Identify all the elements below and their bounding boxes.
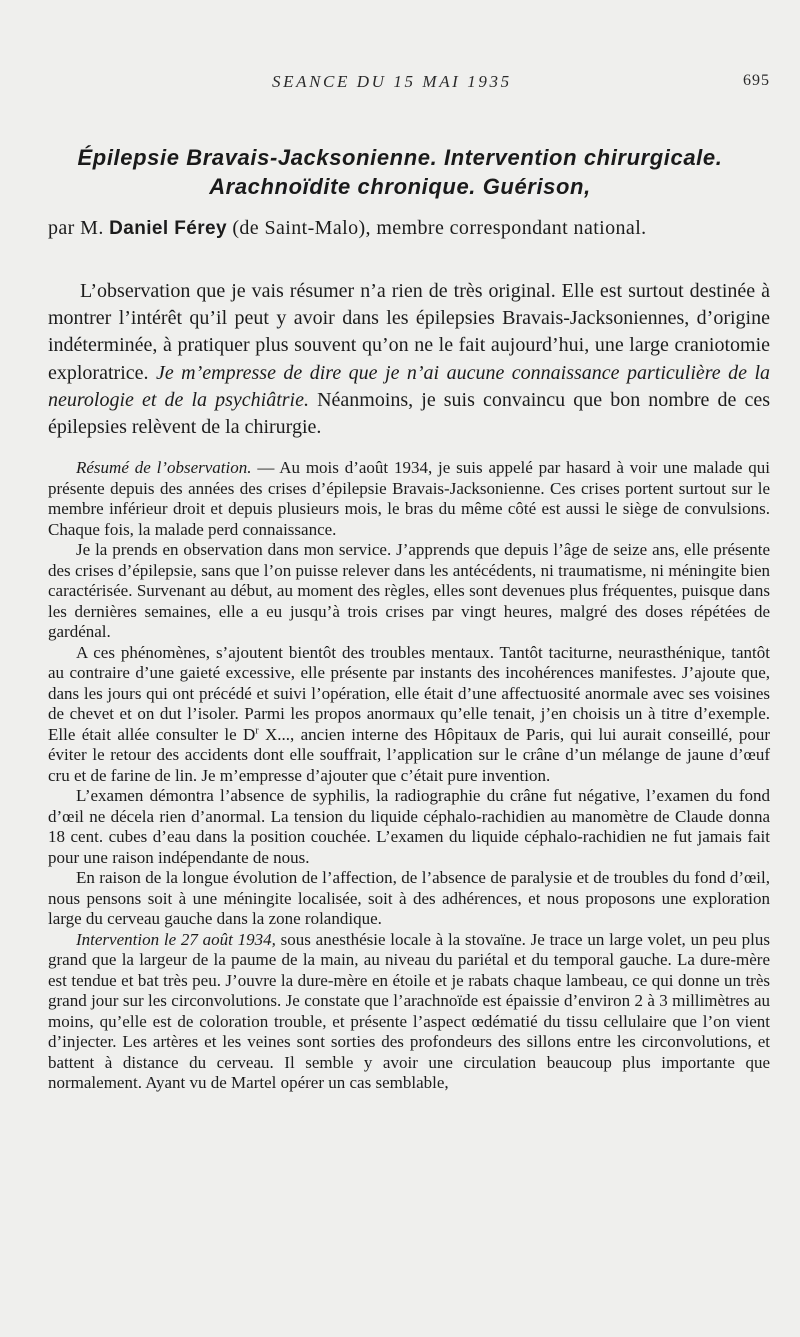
page-number: 695 [743, 72, 770, 89]
intro-italic-disclaimer: Je m’empresse de dire que je n’ai aucune connaissance particulière de la neurologie et de la psychiâtrie. [48, 361, 771, 411]
article-title-line-2: Arachnoïdite chronique. Guérison, [209, 174, 591, 199]
paragraph-resume [48, 458, 770, 540]
paragraph-resume-text: — Au mois d’août 1934, je suis appelé par hasard à voir une malade qui présente depuis des années des crises d’épilepsie Bravais-Jacksonienne. Ces crises portent surtout sur le membre inférieur droit et depuis plusieurs mois, le bras du même côté est aussi le siège de convulsions. Chaque fois, la malade perd connaissance. [48, 458, 770, 539]
article-title-line-1: Épilepsie Bravais-Jacksonienne. Intervention chirurgicale. [77, 145, 723, 170]
article-body [48, 458, 770, 1094]
paragraph-examination: L’examen démontra l’absence de syphilis, la radiographie du crâne fut négative, l’examen du fond d’œil ne décela rien d’anormal. La tension du liquide céphalo-rachidien au manomètre de Claude donna 18 cent. cubes d’eau dans la position couchée. L’examen du liquide céphalo-rachidien ne fut jamais fait pour une raison indépendante de nous. [48, 786, 770, 867]
section-label-intervention: Intervention le 27 août 1934, [76, 929, 276, 949]
running-title: SEANCE DU 15 MAI 1935 [272, 72, 512, 91]
byline-prefix: par M. [48, 217, 110, 239]
intro-paragraph [48, 278, 770, 441]
doctor-abbrev-superscript: r [255, 724, 259, 736]
running-head [0, 72, 800, 96]
byline [48, 217, 778, 240]
section-label-resume: Résumé de l’observation. [76, 458, 252, 477]
paragraph-intervention [48, 930, 770, 1094]
article-title [40, 143, 760, 201]
byline-suffix: (de Saint-Malo), membre correspondant national. [226, 217, 647, 239]
paragraph-intervention-text: sous anesthésie locale à la stovaïne. Je trace un large volet, un peu plus grand que la largeur de la paume de la main, au niveau du pariétal et du temporal gauche. La dure-mère est tendue et bat très peu. J’ouvre la dure-mère en étoile et je rabats chaque lambeau, ce qui donne un très grand jour sur les circonvolutions. Je constate que l’arachnoïde est épaissie d’environ 2 à 3 millimètres au moins, qu’elle est de coloration trouble, et présente l’aspect œdématié du tissu cellulaire que l’on vient d’injecter. Les artères et les veines sont sorties des profondeurs des sillons entre les circonvolutions, et battent à distance du cerveau. Il semble y avoir une circulation beaucoup plus importante que normalement. Ayant vu de Martel opérer un cas semblable, [48, 929, 770, 1092]
paragraph-mental-troubles [48, 643, 770, 787]
paragraph-reasoning: En raison de la longue évolution de l’affection, de l’absence de paralysie et de troubles du fond d’œil, nous pensons soit à une méningite localisée, soit à des adhérences, et nous proposons une exploration large du cerveau gauche dans la zone rolandique. [48, 868, 770, 928]
intro-text-2: Néanmoins, je suis convaincu que bon nombre de ces épilepsies relèvent de la chirurgie. [48, 388, 770, 439]
paragraph-mental-troubles-text-b: X..., ancien interne des Hôpitaux de Paris, qui lui aurait conseillé, pour éviter le retour des accidents dont elle souffrait, l’application sur le crâne d’un mélange de jaune d’œuf cru et de farine de lin. Je m’empresse d’ajouter que c’était pure invention. [48, 724, 771, 785]
paragraph-observation: Je la prends en observation dans mon service. J’apprends que depuis l’âge de seize ans, elle présente des crises d’épilepsie, sans que l’on puisse relever dans les antécédents, ni traumatisme, ni méningite bien caractérisée. Survenant au début, au moment des règles, elles sont devenues plus fréquentes, puisque dans les dernières semaines, elle a eu jusqu’à trois crises par vingt heures, malgré des doses répétées de gardénal. [48, 540, 770, 641]
author-name: Daniel Férey [109, 218, 227, 239]
paragraph-mental-troubles-text-a: A ces phénomènes, s’ajoutent bientôt des troubles mentaux. Tantôt taciturne, neurasthénique, tantôt au contraire d’une gaieté excessive, elle présente par instants des incohérences manifestes. J’ajoute que, dans les jours qui ont précédé et suivi l’opération, elle était d’une affectuosité anormale avec ses voisines de chevet et on dut l’isoler. Parmi les propos anormaux qu’elle tenait, j’en choisis un à titre d’exemple. Elle était allée consulter le D [48, 642, 770, 744]
intro-text-1: L’observation que je vais résumer n’a rien de très original. Elle est surtout destinée à montrer l’intérêt qu’il peut y avoir dans les épilepsies Bravais-Jacksoniennes, d’origine indéterminée, à pratiquer plus souvent qu’on ne le fait aujourd’hui, une large craniotomie exploratrice. [48, 280, 770, 384]
